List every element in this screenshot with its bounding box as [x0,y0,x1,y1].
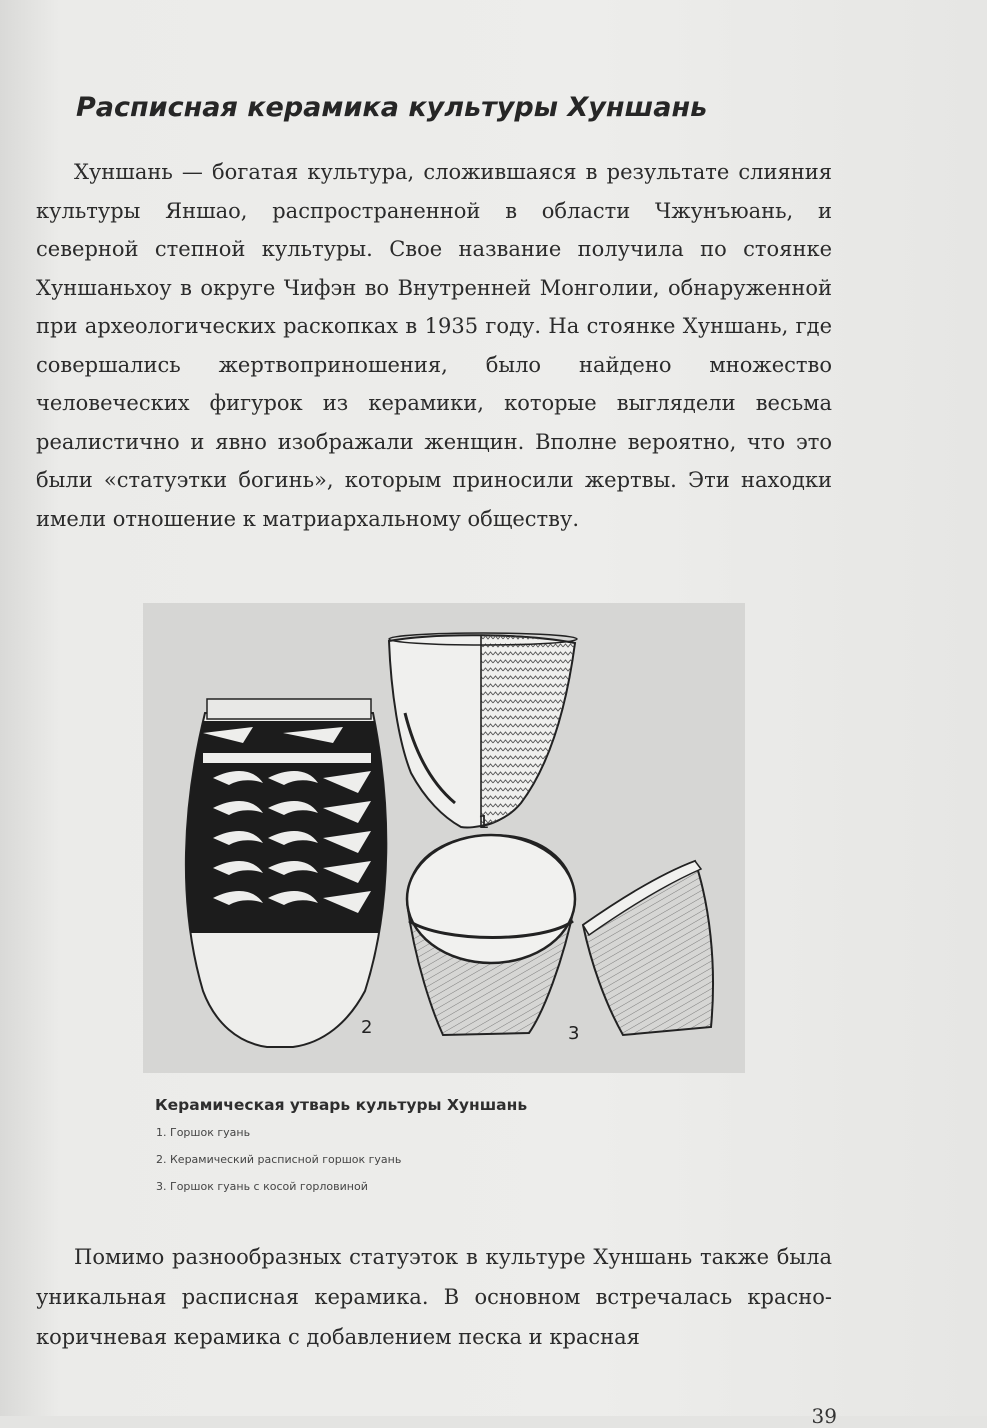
article-title: Расписная керамика культуры Хуншань [76,92,708,123]
figure-label-1: 1 [478,812,490,833]
article-paragraph-2: Помимо разнообразных статуэток в культуре Хуншань также была уникальная расписная керамика. В основном встречалась красно-коричневая керамика с добавлением песка и красная [36,1245,832,1349]
page-number: 39 [811,1404,837,1428]
pottery-illustration [143,603,745,1073]
figure-caption [155,1096,755,1207]
caption-item-2: 2. Керамический расписной горшок гуань [156,1153,402,1166]
caption-item-1: 1. Горшок гуань [156,1126,251,1139]
caption-item-3: 3. Горшок гуань с косой горловиной [156,1180,368,1193]
vessel-3b-drawing [583,861,713,1035]
caption-title: Керамическая утварь культуры Хуншань [155,1096,528,1114]
figure-label-3: 3 [568,1023,580,1044]
vessel-3-drawing [407,835,575,1035]
article-paragraph-1: Хуншань — богатая культура, сложившаяся в результате слияния культуры Яншао, распространенной в области Чжунъюань, и северной степной культуры. Свое название получила по стоянке Хуншаньхоу в округе Чифэн во Внутренней Монголии, обнаруженной при археологических раскопках в 1935 году. На стоянке Хуншань, где совершались жертвоприношения, было найдено множество человеческих фигурок из керамики, которые выглядели весьма реалистично и явно изображали женщин. Вполне вероятно, что это были «статуэтки богинь», которым приносили жертвы. Эти находки имели отношение к матриархальному обществу. [36,160,832,531]
vessel-2-drawing [173,699,413,1047]
figure-label-2: 2 [361,1017,373,1038]
vessel-1-drawing [389,633,577,827]
